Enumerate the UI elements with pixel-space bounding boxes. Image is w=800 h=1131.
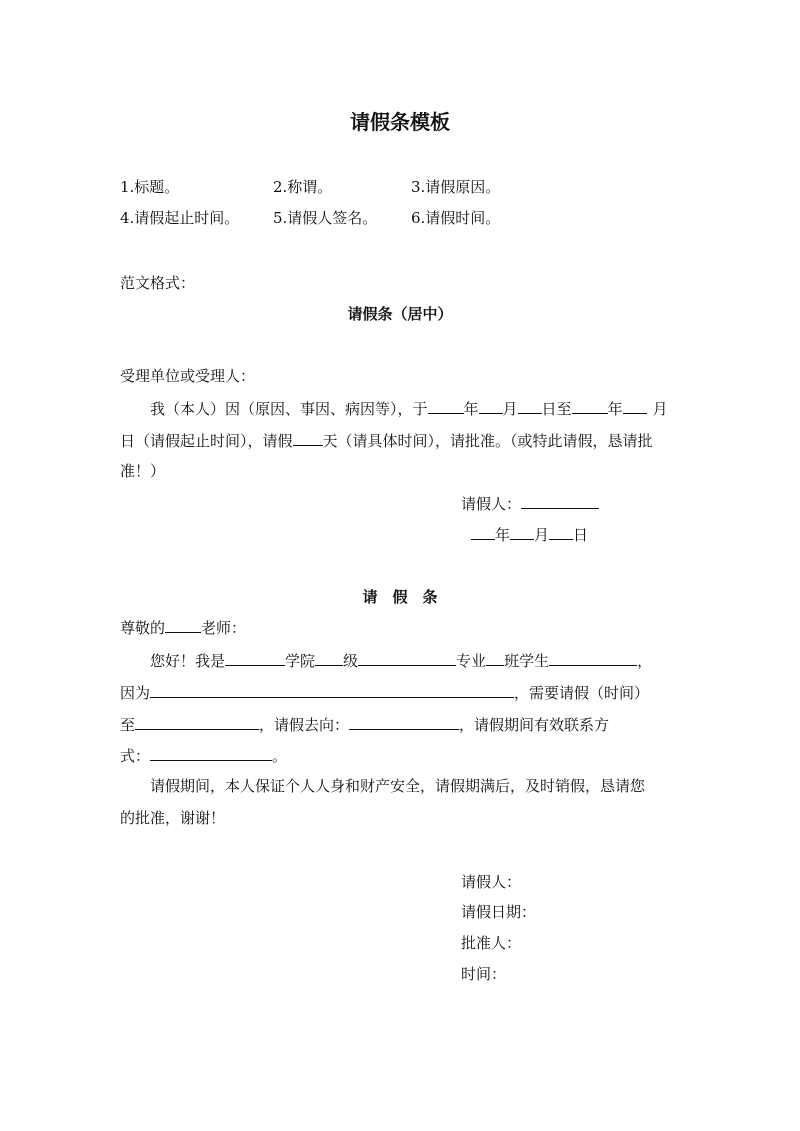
line2a: 日（请假起止时间），请假 [120, 432, 293, 450]
college-blank[interactable] [225, 650, 285, 666]
sample1-body-line1 [150, 398, 668, 419]
destination-blank[interactable] [349, 714, 459, 730]
end-month-blank[interactable] [623, 398, 647, 414]
element-5: 5.请假人签名。 [273, 209, 378, 227]
element-3: 3.请假原因。 [411, 178, 501, 196]
signer-label: 请假人： [461, 495, 522, 513]
signer-blank[interactable] [521, 493, 599, 509]
salutation-b: 老师： [201, 619, 247, 637]
sample2-line3 [120, 714, 609, 735]
class-blank[interactable] [486, 650, 504, 666]
start-day-blank[interactable] [518, 398, 542, 414]
sample1-date [471, 524, 588, 545]
sample2-heading: 请 假 条 [362, 588, 438, 606]
sign-requester: 请假人： [461, 873, 522, 891]
l1c: 级 [343, 652, 359, 670]
element-4: 4.请假起止时间。 [120, 209, 240, 227]
year-label: 年 [463, 400, 479, 418]
date-day-label: 日 [573, 526, 589, 544]
sample2-salutation [120, 617, 246, 638]
sample1-body-line3: 准！） [120, 462, 166, 480]
salutation-a: 尊敬的 [120, 619, 166, 637]
sample2-para2-line2: 的批准，谢谢！ [120, 809, 226, 827]
sample1-body-line2 [120, 430, 653, 451]
l1b: 学院 [285, 652, 316, 670]
sample1-signer [461, 493, 599, 514]
l2a: 因为 [120, 684, 151, 702]
sample2-line1 [150, 650, 680, 671]
days-blank[interactable] [293, 430, 323, 446]
start-year-blank[interactable] [428, 398, 464, 414]
year2-label: 年 [607, 400, 623, 418]
l3c: ，请假期间有效联系方 [459, 716, 610, 734]
student-blank[interactable] [549, 650, 637, 666]
grade-blank[interactable] [315, 650, 343, 666]
contact-blank[interactable] [150, 745, 272, 761]
reason-blank[interactable] [150, 682, 514, 698]
date-day-blank[interactable] [549, 524, 573, 540]
sign-request-date: 请假日期： [461, 903, 537, 921]
element-1: 1.标题。 [120, 178, 180, 196]
month-label: 月 [502, 400, 518, 418]
l1e: 班学生 [504, 652, 550, 670]
l1a: 您好！我是 [150, 652, 226, 670]
sample1-recipient: 受理单位或受理人： [120, 367, 256, 385]
l2b: ，需要请假（时间） [514, 684, 650, 702]
l4a: 式： [120, 747, 151, 765]
line2b: 天（请具体时间），请批准。（或特此请假，恳请批 [322, 432, 653, 450]
sample2-para2-line1: 请假期间，本人保证个人人身和财产安全，请假期满后，及时销假，恳请您 [150, 777, 646, 795]
page-title: 请假条模板 [350, 110, 450, 134]
day-to-label: 日至 [541, 400, 572, 418]
element-2: 2.称谓。 [273, 178, 333, 196]
month2-label: 月 [652, 400, 668, 418]
teacher-blank[interactable] [165, 617, 201, 633]
until-blank[interactable] [135, 714, 259, 730]
date-year-blank[interactable] [471, 524, 495, 540]
start-month-blank[interactable] [479, 398, 503, 414]
major-blank[interactable] [358, 650, 456, 666]
l1f: ， [637, 652, 653, 670]
sign-approver: 批准人： [461, 934, 522, 952]
l4b: 。 [272, 747, 288, 765]
end-year-blank[interactable] [572, 398, 608, 414]
date-month-label: 月 [534, 526, 550, 544]
date-year-label: 年 [495, 526, 511, 544]
sample1-heading: 请假条（居中） [347, 305, 453, 323]
sample1-body-text: 我（本人）因（原因、事因、病因等），于 [150, 400, 428, 418]
sign-time: 时间： [461, 965, 507, 983]
l1d: 专业 [456, 652, 487, 670]
sample2-line4 [120, 745, 287, 766]
l3a: 至 [120, 716, 136, 734]
sample2-line2 [120, 682, 649, 703]
element-6: 6.请假时间。 [411, 209, 501, 227]
l3b: ，请假去向： [259, 716, 350, 734]
format-label: 范文格式： [120, 274, 196, 292]
date-month-blank[interactable] [510, 524, 534, 540]
